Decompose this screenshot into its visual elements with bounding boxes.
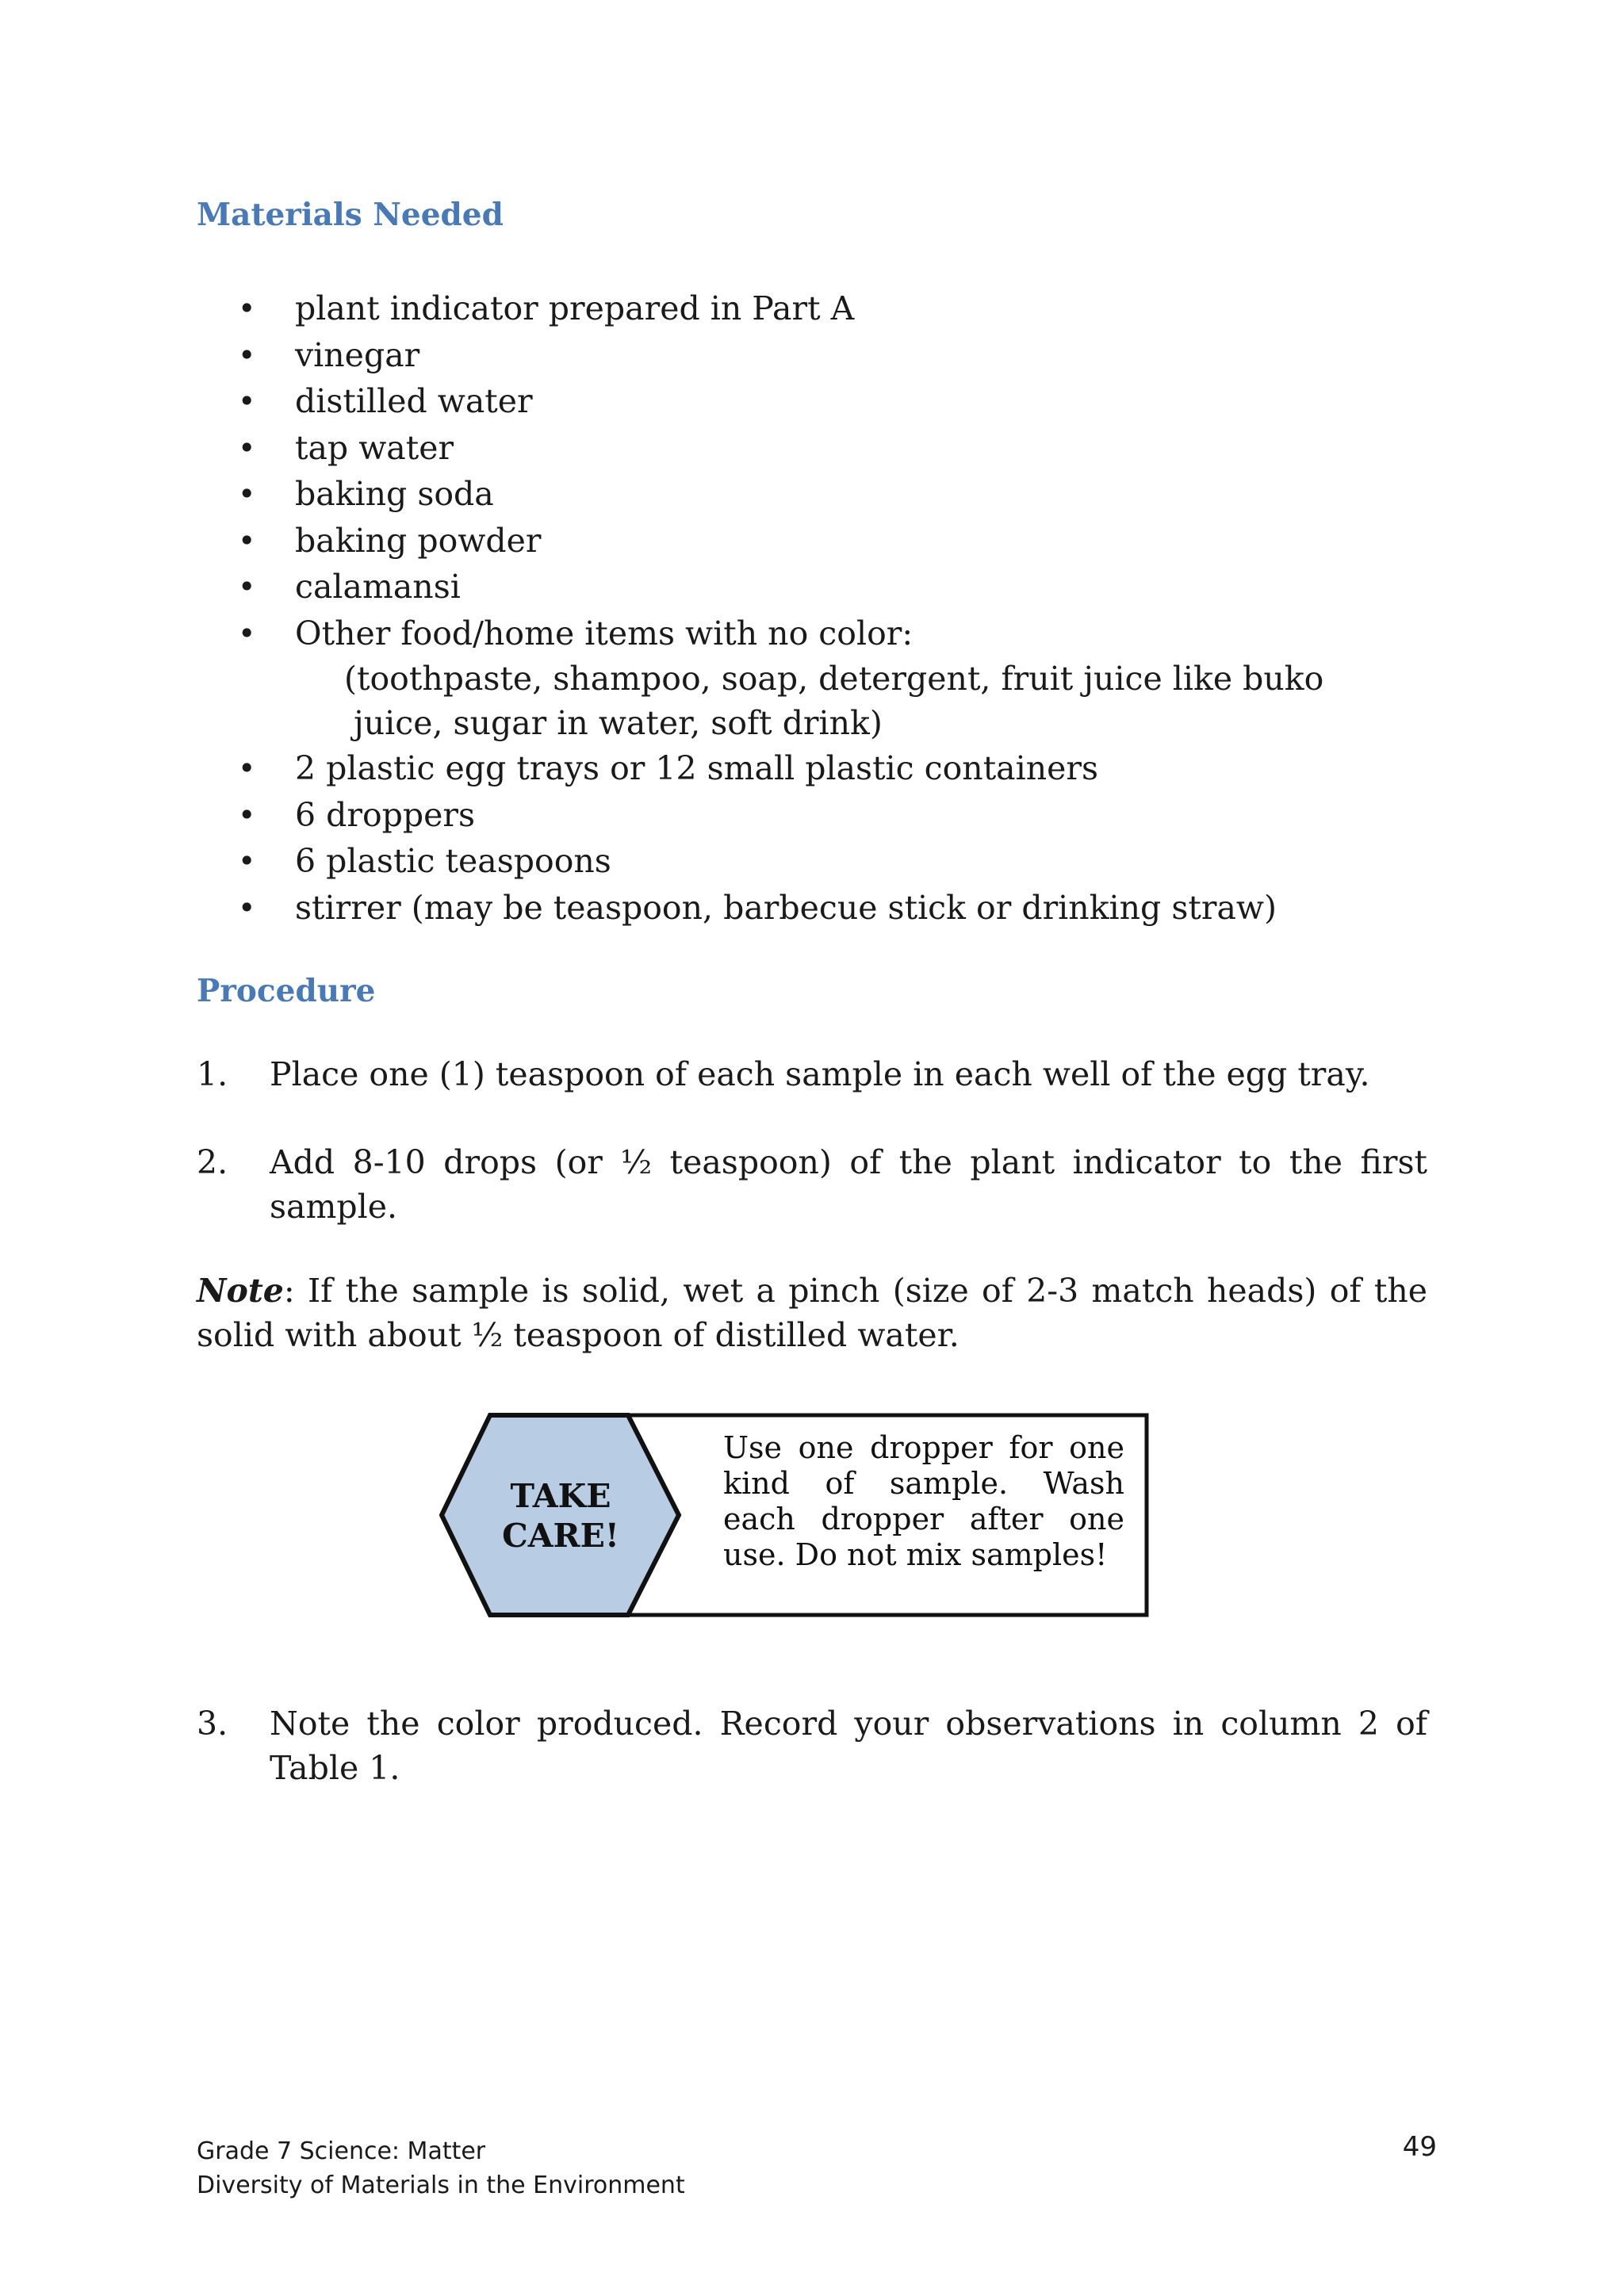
list-item-text: 6 plastic teaspoons bbox=[295, 842, 611, 880]
list-item-text: 2 plastic egg trays or 12 small plastic containers bbox=[295, 749, 1099, 787]
step-text: Add 8-10 drops (or ½ teaspoon) of the plant indicator to the first sample. bbox=[270, 1143, 1427, 1226]
footer-line: Grade 7 Science: Matter bbox=[197, 2137, 486, 2165]
list-item-text: distilled water bbox=[295, 382, 533, 420]
list-item-text: plant indicator prepared in Part A bbox=[295, 289, 855, 327]
callout-label-line: CARE! bbox=[502, 1517, 619, 1555]
step-text: Place one (1) teaspoon of each sample in each well of the egg tray. bbox=[270, 1055, 1370, 1093]
list-item bbox=[238, 518, 1475, 564]
list-item bbox=[238, 885, 1475, 932]
list-item-text: stirrer (may be teaspoon, barbecue stick or drinking straw) bbox=[295, 888, 1277, 927]
list-item bbox=[238, 745, 1475, 792]
list-item bbox=[238, 332, 1475, 379]
list-item-subtext: juice, sugar in water, soft drink) bbox=[354, 704, 883, 742]
list-item bbox=[238, 792, 1475, 839]
step-number: 1. bbox=[197, 1055, 228, 1093]
step-number: 2. bbox=[197, 1143, 228, 1181]
procedure-step bbox=[197, 1701, 1427, 1790]
list-item bbox=[238, 838, 1475, 885]
list-item-subtext: (toothpaste, shampoo, soap, detergent, fruit juice like buko bbox=[344, 660, 1324, 698]
list-item bbox=[238, 425, 1475, 472]
procedure-step bbox=[197, 1052, 1427, 1096]
materials-heading: Materials Needed bbox=[197, 197, 504, 233]
list-item-text: 6 droppers bbox=[295, 795, 476, 834]
footer bbox=[197, 2134, 685, 2202]
list-item bbox=[238, 285, 1475, 332]
list-item-text: tap water bbox=[295, 428, 454, 467]
list-item-text: Other food/home items with no color: bbox=[295, 614, 914, 652]
take-care-callout bbox=[439, 1413, 1149, 1617]
footer-line: Diversity of Materials in the Environment bbox=[197, 2172, 685, 2199]
callout-text: Use one dropper for one kind of sample. Wash each dropper after one use. Do not mix samples! bbox=[723, 1430, 1124, 1572]
materials-list bbox=[238, 285, 1475, 931]
list-item bbox=[238, 471, 1475, 518]
procedure-step bbox=[197, 1140, 1427, 1229]
step-text: Note the color produced. Record your observations in column 2 of Table 1. bbox=[270, 1705, 1427, 1787]
note-label: Note bbox=[197, 1272, 284, 1310]
list-item bbox=[238, 610, 1475, 746]
list-item bbox=[238, 378, 1475, 425]
step-number: 3. bbox=[197, 1705, 228, 1743]
procedure-heading: Procedure bbox=[197, 973, 376, 1009]
note-text: : If the sample is solid, wet a pinch (size of 2-3 match heads) of the solid with about ½ teaspoon of distilled water. bbox=[197, 1272, 1427, 1354]
procedure-note bbox=[197, 1269, 1427, 1357]
list-item bbox=[238, 564, 1475, 610]
list-item-text: baking powder bbox=[295, 521, 542, 560]
list-item-text: calamansi bbox=[295, 568, 461, 606]
list-item-text: vinegar bbox=[295, 335, 420, 374]
callout-label bbox=[469, 1476, 652, 1556]
page-number: 49 bbox=[1402, 2131, 1437, 2163]
callout-label-line: TAKE bbox=[510, 1477, 611, 1515]
list-item-text: baking soda bbox=[295, 475, 494, 513]
